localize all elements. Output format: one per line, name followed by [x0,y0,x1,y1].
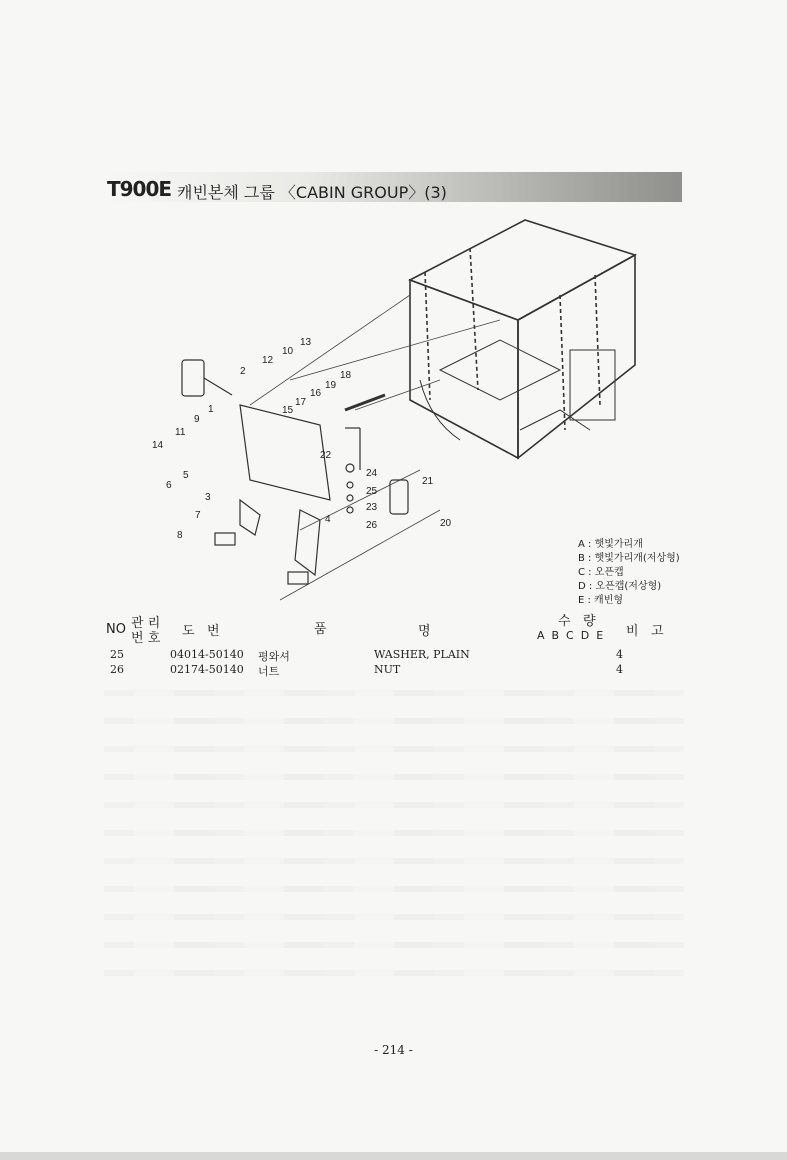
legend-item-e: E : 캐빈형 [578,595,624,606]
header-drawing-no: 도 번 [182,624,220,639]
callout-14: 14 [152,440,164,451]
glass-panel [215,405,330,584]
header-mgmt-bottom: 번 호 [131,631,161,646]
row-quantity: 4 [616,663,623,676]
callout-17: 17 [295,397,307,408]
callout-7: 7 [195,510,201,521]
legend-item-a: A : 햇빛가리개 [578,539,643,550]
legend-item-d: D : 오픈캡(저상형) [578,581,662,592]
faint-line [104,886,684,892]
cabin-frame [410,220,635,458]
row-no: 26 [110,663,124,676]
callout-1: 1 [208,404,214,415]
callout-19: 19 [325,380,337,391]
callout-16: 16 [310,388,322,399]
table-row [110,648,630,663]
legend-item-b: B : 햇빛가리개(저상형) [578,553,680,564]
row-part-number: 02174-50140 [170,663,244,676]
header-no: NO [106,622,126,637]
header-qty-columns: A B C D E [537,629,604,642]
header-name-2: 명 [418,624,431,639]
callout-3: 3 [205,492,211,503]
model-title: T900E [107,177,172,201]
header-remark: 비 고 [626,624,664,639]
faint-line [104,746,684,752]
faint-line [104,690,684,696]
callout-15: 15 [282,405,294,416]
variant-legend [578,538,680,608]
callout-11: 11 [175,427,186,438]
faint-line [104,718,684,724]
callout-18: 18 [340,370,352,381]
callout-20: 20 [440,518,452,529]
callout-21: 21 [422,476,434,487]
row-no: 25 [110,648,124,661]
callout-10: 10 [282,346,294,357]
row-english-name: WASHER, PLAIN [374,648,470,661]
faint-line [104,914,684,920]
parts-table-body [110,648,630,678]
faint-line [104,942,684,948]
header-mgmt-top: 관 리 [131,616,161,631]
row-quantity: 4 [616,648,623,661]
faint-line [104,802,684,808]
scan-bottom-edge [0,1152,787,1160]
row-korean-name: 너트 [258,665,280,678]
header-name-1: 품 [314,622,327,637]
faint-line [104,970,684,976]
faint-line [104,830,684,836]
group-title: 캐빈본체 그룹 〈CABIN GROUP〉(3) [177,183,447,202]
table-row [110,663,630,678]
row-korean-name: 평와셔 [258,650,290,663]
parts-table-header [104,612,684,644]
legend-item-c: C : 오픈캡 [578,567,624,578]
callout-8: 8 [177,530,183,541]
callout-26: 26 [366,520,378,531]
bleed-through-background [104,690,684,1020]
page-number: - 214 - [374,1043,413,1057]
leader-lines [250,295,500,600]
faint-line [104,774,684,780]
callout-24: 24 [366,468,378,479]
callout-12: 12 [262,355,274,366]
callout-25: 25 [366,486,378,497]
callout-22: 22 [320,450,332,461]
row-english-name: NUT [374,663,401,676]
faint-line [104,858,684,864]
callout-4: 4 [325,514,331,525]
header-qty: 수 량 [558,614,596,629]
callout-5: 5 [183,470,189,481]
callout-9: 9 [194,414,200,425]
callout-6: 6 [166,480,172,491]
row-part-number: 04014-50140 [170,648,244,661]
callout-23: 23 [366,502,378,513]
callout-2: 2 [240,366,246,377]
callout-13: 13 [300,337,312,348]
